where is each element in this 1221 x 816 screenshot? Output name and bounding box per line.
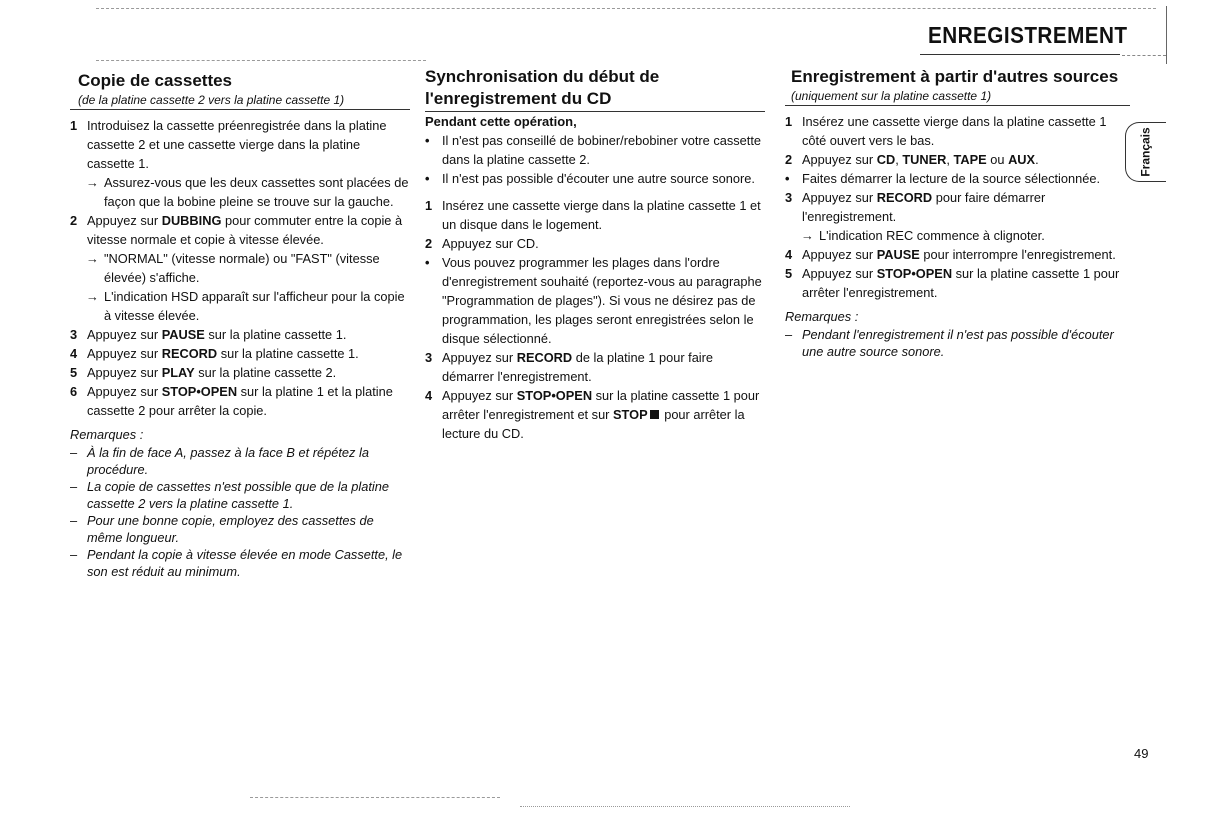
bullet-item: • Il n'est pas conseillé de bobiner/rebobiner votre cassette dans la platine cassette 2.: [425, 133, 761, 167]
scan-artifact-mid: [96, 60, 426, 61]
section-title-rule: [920, 54, 1120, 55]
subtitle-autres-sources: (uniquement sur la platine cassette 1): [785, 88, 1130, 106]
remark-item: – Pendant l'enregistrement il n'est pas possible d'écouter une autre source sonore.: [785, 327, 1114, 359]
column-autres-sources: [785, 66, 1130, 360]
list-item: 4 Appuyez sur RECORD sur la platine cassette 1.: [70, 346, 359, 361]
column-copie-cassettes: [70, 66, 410, 580]
source-cd: CD: [876, 152, 896, 167]
steps-synchronisation: [425, 196, 765, 443]
list-item: 3 Appuyez sur PAUSE sur la platine cassette 1.: [70, 327, 347, 342]
list-item: 4 Appuyez sur STOP•OPEN sur la platine cassette 1 pour arrêter l'enregistrement et sur STOP pour arrêter la lecture du CD.: [425, 388, 760, 441]
source-tuner: TUNER: [902, 152, 947, 167]
list-item: 5 Appuyez sur PLAY sur la platine cassette 2.: [70, 365, 337, 380]
list-item: 5 Appuyez sur STOP•OPEN sur la platine cassette 1 pour arrêter l'enregistrement.: [785, 266, 1120, 300]
list-item: 3 Appuyez sur RECORD de la platine 1 pour faire démarrer l'enregistrement.: [425, 350, 714, 384]
list-item: 4 Appuyez sur PAUSE pour interrompre l'enregistrement.: [785, 247, 1116, 262]
column-synchronisation-cd: [425, 66, 765, 443]
subtitle-copie-cassettes: (de la platine cassette 2 vers la platine cassette 1): [70, 92, 410, 110]
scan-artifact-bottom: [250, 797, 500, 798]
heading-autres-sources: Enregistrement à partir d'autres sources: [791, 67, 1119, 86]
heading-synchronisation-line2: l'enregistrement du CD: [425, 88, 765, 112]
list-item: • Vous pouvez programmer les plages dans l'ordre d'enregistrement souhaité (reportez-vous au paragraphe "Programmation de plages"). Si vous ne désirez pas de programmation, les plages seront enregistrées selon le disque sélectionné.: [425, 255, 762, 346]
remark-item: – À la fin de face A, passez à la face B et répétez la procédure.: [70, 445, 369, 477]
list-item: 3 Appuyez sur RECORD pour faire démarrer l'enregistrement.: [785, 190, 1046, 224]
list-item: 2 Appuyez sur CD, TUNER, TAPE ou AUX.: [785, 152, 1039, 167]
heading-copie-cassettes: Copie de cassettes: [78, 71, 233, 90]
language-tab: [1125, 122, 1166, 182]
scan-artifact-bottom-right: [520, 806, 850, 807]
list-item: → L'indication REC commence à clignoter.: [801, 228, 1045, 243]
list-item: 1 Insérez une cassette vierge dans la platine cassette 1 côté ouvert vers le bas.: [785, 114, 1107, 148]
remarks-col1: [70, 444, 410, 580]
list-item: → "NORMAL" (vitesse normale) ou "FAST" (vitesse élevée) s'affiche.: [86, 251, 380, 285]
list-item: 1 Introduisez la cassette préenregistrée dans la platine cassette 2 et une cassette vierge dans la platine cassette 1.: [70, 118, 387, 171]
page-edge-bracket: [1166, 6, 1167, 64]
steps-copie-cassettes: [70, 116, 410, 420]
section-title: ENREGISTREMENT: [928, 22, 1128, 48]
list-item: 2 Appuyez sur CD.: [425, 236, 539, 251]
bullet-item: • Il n'est pas possible d'écouter une autre source sonore.: [425, 171, 755, 186]
source-aux: AUX: [1008, 152, 1036, 167]
list-item: → L'indication HSD apparaît sur l'afficheur pour la copie à vitesse élevée.: [86, 289, 405, 323]
remark-item: – Pendant la copie à vitesse élevée en mode Cassette, le son est réduit au minimum.: [70, 547, 403, 579]
list-item: 1 Insérez une cassette vierge dans la platine cassette 1 et un disque dans le logement.: [425, 198, 761, 232]
remarks-title-col3: Remarques :: [785, 309, 859, 324]
bullets-synchronisation: [425, 131, 765, 188]
page-edge-foot: [1122, 55, 1166, 56]
steps-autres-sources: [785, 112, 1130, 169]
page-number: 49: [1134, 746, 1149, 761]
list-item: 2 Appuyez sur DUBBING pour commuter entre la copie à vitesse normale et copie à vitesse élevée.: [70, 213, 403, 247]
list-item: • Faites démarrer la lecture de la source sélectionnée.: [785, 171, 1101, 186]
list-item: → Assurez-vous que les deux cassettes sont placées de façon que la bobine pleine se trouve sur la gauche.: [86, 175, 409, 209]
remark-item: – Pour une bonne copie, employez des cassettes de même longueur.: [70, 513, 374, 545]
stop-square-icon: [650, 410, 659, 419]
steps-autres-sources-cont: [785, 169, 1130, 302]
lead-pendant-operation: Pendant cette opération,: [425, 114, 577, 129]
heading-synchronisation-line1: Synchronisation du début de: [425, 67, 660, 86]
list-item: 6 Appuyez sur STOP•OPEN sur la platine 1 et la platine cassette 2 pour arrêter la copie.: [70, 384, 393, 418]
source-tape: TAPE: [953, 152, 987, 167]
language-tab-label: Français: [1139, 127, 1154, 177]
remark-item: – La copie de cassettes n'est possible que de la platine cassette 2 vers la platine cassette 1.: [70, 479, 389, 511]
remarks-col3: [785, 326, 1130, 360]
scan-artifact-top: [96, 8, 1156, 9]
remarks-title-col1: Remarques :: [70, 427, 144, 442]
